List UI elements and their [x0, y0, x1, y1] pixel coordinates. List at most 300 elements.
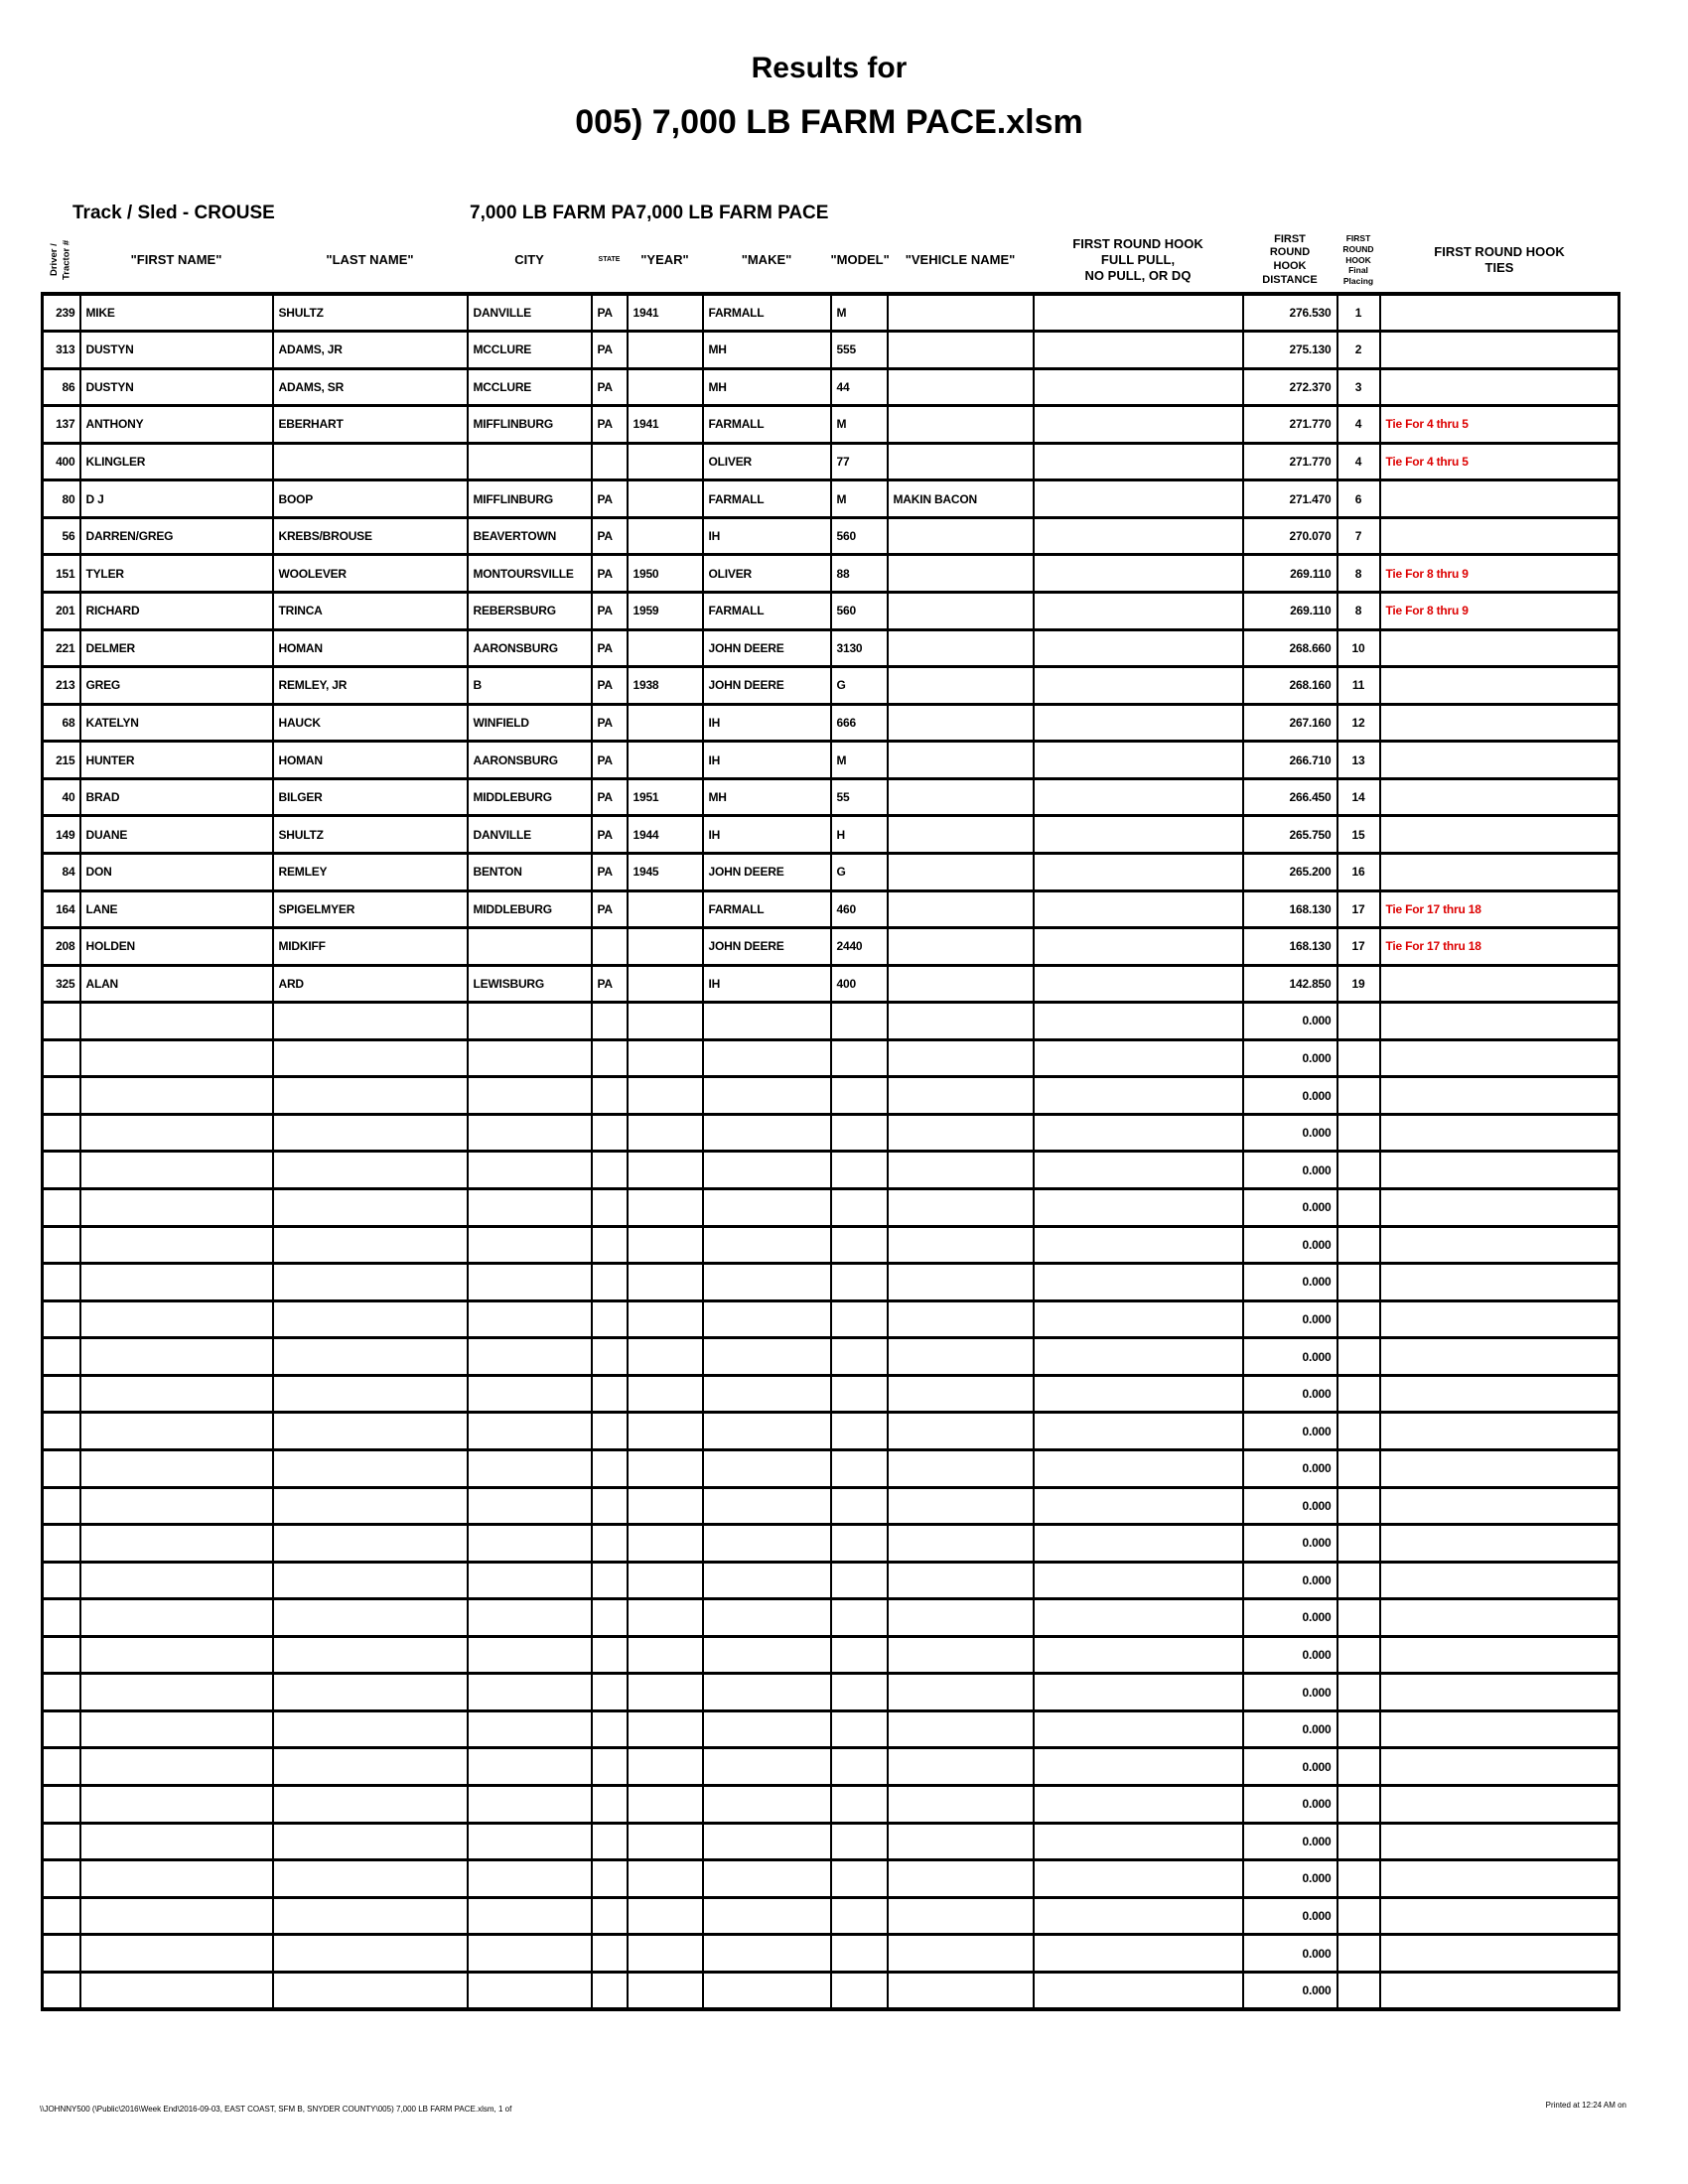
cell-distance: 0.000 — [1243, 1264, 1337, 1301]
cell-ties — [1380, 816, 1619, 854]
table-row — [43, 1039, 1619, 1077]
cell-ties — [1380, 1300, 1619, 1338]
cell-first-name — [80, 1264, 273, 1301]
cell-last-name — [273, 1039, 468, 1077]
cell-year — [628, 1972, 703, 2009]
cell-state — [592, 1972, 628, 2009]
cell-placing — [1337, 1525, 1380, 1563]
cell-placing: 1 — [1337, 294, 1380, 332]
cell-last-name — [273, 1823, 468, 1860]
cell-full-pull — [1034, 816, 1243, 854]
cell-city: MCCLURE — [468, 368, 592, 406]
cell-city — [468, 1860, 592, 1898]
cell-year: 1951 — [628, 778, 703, 816]
cell-driver-number — [43, 1413, 80, 1450]
cell-year — [628, 1226, 703, 1264]
cell-city: MIFFLINBURG — [468, 406, 592, 444]
cell-make: FARMALL — [703, 593, 831, 630]
cell-full-pull — [1034, 294, 1243, 332]
cell-model — [831, 1636, 888, 1674]
cell-year — [628, 1525, 703, 1563]
cell-city — [468, 443, 592, 480]
cell-last-name — [273, 1338, 468, 1376]
cell-make: JOHN DEERE — [703, 853, 831, 890]
cell-ties: Tie For 4 thru 5 — [1380, 443, 1619, 480]
cell-full-pull — [1034, 853, 1243, 890]
table-row — [43, 294, 1619, 332]
cell-city: LEWISBURG — [468, 965, 592, 1003]
cell-city: MCCLURE — [468, 332, 592, 369]
cell-year — [628, 1003, 703, 1040]
cell-vehicle-name — [888, 1226, 1034, 1264]
column-header-year: "YEAR" — [640, 251, 689, 267]
cell-model: 44 — [831, 368, 888, 406]
cell-state — [592, 1562, 628, 1599]
cell-make — [703, 1003, 831, 1040]
cell-driver-number: 56 — [43, 517, 80, 555]
cell-full-pull — [1034, 1226, 1243, 1264]
cell-first-name — [80, 1413, 273, 1450]
cell-vehicle-name — [888, 1449, 1034, 1487]
cell-full-pull — [1034, 368, 1243, 406]
cell-city — [468, 1449, 592, 1487]
cell-distance: 0.000 — [1243, 1487, 1337, 1525]
cell-make — [703, 1710, 831, 1748]
table-row — [43, 1636, 1619, 1674]
column-header-driver-tractor — [43, 228, 80, 294]
column-header-first-name: "FIRST NAME" — [130, 251, 222, 267]
cell-last-name — [273, 1710, 468, 1748]
cell-driver-number: 213 — [43, 667, 80, 705]
cell-distance: 272.370 — [1243, 368, 1337, 406]
cell-last-name — [273, 1226, 468, 1264]
cell-placing: 4 — [1337, 443, 1380, 480]
cell-year — [628, 1413, 703, 1450]
cell-city: MIDDLEBURG — [468, 890, 592, 928]
cell-first-name — [80, 1487, 273, 1525]
column-header-state: STATE — [598, 255, 621, 263]
cell-placing: 10 — [1337, 629, 1380, 667]
cell-ties — [1380, 1039, 1619, 1077]
cell-vehicle-name — [888, 517, 1034, 555]
cell-state: PA — [592, 593, 628, 630]
cell-first-name — [80, 1226, 273, 1264]
class-name-full: 7,000 LB FARM PACE — [635, 203, 829, 223]
cell-model: M — [831, 406, 888, 444]
cell-full-pull — [1034, 1039, 1243, 1077]
cell-year — [628, 890, 703, 928]
cell-city: B — [468, 667, 592, 705]
cell-driver-number: 201 — [43, 593, 80, 630]
cell-vehicle-name — [888, 778, 1034, 816]
cell-make — [703, 1226, 831, 1264]
cell-last-name — [273, 1786, 468, 1824]
cell-driver-number: 221 — [43, 629, 80, 667]
cell-placing: 3 — [1337, 368, 1380, 406]
cell-first-name — [80, 1300, 273, 1338]
cell-full-pull — [1034, 1525, 1243, 1563]
cell-state — [592, 1674, 628, 1711]
cell-distance: 271.770 — [1243, 406, 1337, 444]
cell-vehicle-name — [888, 629, 1034, 667]
cell-ties — [1380, 1786, 1619, 1824]
cell-vehicle-name — [888, 667, 1034, 705]
cell-model: M — [831, 480, 888, 518]
cell-first-name: DUSTYN — [80, 332, 273, 369]
cell-make — [703, 1152, 831, 1189]
cell-first-name — [80, 1189, 273, 1227]
cell-first-name: GREG — [80, 667, 273, 705]
cell-model — [831, 1487, 888, 1525]
cell-placing — [1337, 1413, 1380, 1450]
cell-full-pull — [1034, 1636, 1243, 1674]
cell-model: 88 — [831, 555, 888, 593]
cell-first-name — [80, 1449, 273, 1487]
cell-full-pull — [1034, 1487, 1243, 1525]
cell-last-name: REMLEY — [273, 853, 468, 890]
cell-model — [831, 1860, 888, 1898]
cell-city: MIFFLINBURG — [468, 480, 592, 518]
cell-ties — [1380, 1077, 1619, 1115]
cell-city — [468, 1189, 592, 1227]
cell-year — [628, 1338, 703, 1376]
cell-model — [831, 1114, 888, 1152]
cell-last-name: REMLEY, JR — [273, 667, 468, 705]
cell-make — [703, 1189, 831, 1227]
cell-last-name — [273, 1264, 468, 1301]
cell-year — [628, 480, 703, 518]
cell-year — [628, 629, 703, 667]
cell-vehicle-name — [888, 816, 1034, 854]
cell-city — [468, 1786, 592, 1824]
cell-placing — [1337, 1860, 1380, 1898]
cell-year — [628, 1748, 703, 1786]
cell-distance: 265.750 — [1243, 816, 1337, 854]
cell-state — [592, 1375, 628, 1413]
table-row — [43, 1897, 1619, 1935]
cell-model — [831, 1935, 888, 1973]
cell-placing: 16 — [1337, 853, 1380, 890]
cell-ties — [1380, 965, 1619, 1003]
cell-year — [628, 1786, 703, 1824]
cell-full-pull — [1034, 1935, 1243, 1973]
cell-city — [468, 1599, 592, 1637]
cell-distance: 0.000 — [1243, 1039, 1337, 1077]
cell-distance: 0.000 — [1243, 1935, 1337, 1973]
cell-make — [703, 1823, 831, 1860]
cell-model: 77 — [831, 443, 888, 480]
cell-vehicle-name — [888, 1077, 1034, 1115]
cell-state — [592, 1152, 628, 1189]
cell-ties — [1380, 1189, 1619, 1227]
cell-driver-number — [43, 1077, 80, 1115]
table-row — [43, 629, 1619, 667]
cell-ties — [1380, 294, 1619, 332]
cell-driver-number — [43, 1786, 80, 1824]
cell-driver-number: 215 — [43, 742, 80, 779]
cell-city: REBERSBURG — [468, 593, 592, 630]
cell-driver-number: 325 — [43, 965, 80, 1003]
cell-last-name — [273, 1189, 468, 1227]
cell-last-name: HOMAN — [273, 742, 468, 779]
cell-vehicle-name — [888, 1972, 1034, 2009]
table-row — [43, 928, 1619, 966]
cell-first-name — [80, 1114, 273, 1152]
cell-placing — [1337, 1375, 1380, 1413]
footer-file-path: \\JOHNNY500 (\Public\2016\Week End\2016-09-03, EAST COAST, SFM B, SNYDER COUNTY\005) 7,000 LB FARM PACE.xlsm, 1 of — [40, 2105, 512, 2114]
cell-make: JOHN DEERE — [703, 928, 831, 966]
class-name-truncated: 7,000 LB FARM PA — [470, 203, 636, 223]
cell-distance: 0.000 — [1243, 1674, 1337, 1711]
cell-last-name — [273, 1562, 468, 1599]
cell-full-pull — [1034, 965, 1243, 1003]
cell-distance: 0.000 — [1243, 1636, 1337, 1674]
cell-year — [628, 742, 703, 779]
cell-driver-number — [43, 1226, 80, 1264]
cell-vehicle-name — [888, 965, 1034, 1003]
cell-driver-number: 313 — [43, 332, 80, 369]
cell-distance: 0.000 — [1243, 1077, 1337, 1115]
cell-distance: 271.470 — [1243, 480, 1337, 518]
cell-full-pull — [1034, 1189, 1243, 1227]
cell-make: MH — [703, 368, 831, 406]
cell-city: MIDDLEBURG — [468, 778, 592, 816]
cell-last-name — [273, 1897, 468, 1935]
cell-make: IH — [703, 965, 831, 1003]
table-row — [43, 890, 1619, 928]
cell-first-name: MIKE — [80, 294, 273, 332]
cell-vehicle-name — [888, 1039, 1034, 1077]
cell-placing — [1337, 1226, 1380, 1264]
cell-placing: 19 — [1337, 965, 1380, 1003]
cell-city: WINFIELD — [468, 704, 592, 742]
cell-placing — [1337, 1599, 1380, 1637]
cell-full-pull — [1034, 890, 1243, 928]
table-row — [43, 1189, 1619, 1227]
cell-year — [628, 1039, 703, 1077]
cell-first-name — [80, 1152, 273, 1189]
cell-distance: 271.770 — [1243, 443, 1337, 480]
cell-distance: 0.000 — [1243, 1189, 1337, 1227]
cell-vehicle-name — [888, 1413, 1034, 1450]
cell-year — [628, 1710, 703, 1748]
cell-city: MONTOURSVILLE — [468, 555, 592, 593]
cell-vehicle-name — [888, 1487, 1034, 1525]
cell-make — [703, 1039, 831, 1077]
cell-year — [628, 517, 703, 555]
cell-model — [831, 1897, 888, 1935]
cell-distance: 0.000 — [1243, 1710, 1337, 1748]
cell-state — [592, 1823, 628, 1860]
cell-full-pull — [1034, 1710, 1243, 1748]
cell-last-name — [273, 1413, 468, 1450]
cell-make — [703, 1935, 831, 1973]
cell-full-pull — [1034, 1413, 1243, 1450]
cell-year: 1959 — [628, 593, 703, 630]
cell-year — [628, 1487, 703, 1525]
cell-last-name — [273, 1935, 468, 1973]
cell-distance: 266.450 — [1243, 778, 1337, 816]
cell-distance: 0.000 — [1243, 1114, 1337, 1152]
cell-distance: 168.130 — [1243, 890, 1337, 928]
cell-state — [592, 1636, 628, 1674]
cell-full-pull — [1034, 1786, 1243, 1824]
cell-full-pull — [1034, 928, 1243, 966]
cell-last-name: TRINCA — [273, 593, 468, 630]
cell-year — [628, 1264, 703, 1301]
cell-model — [831, 1189, 888, 1227]
class-name — [470, 203, 828, 224]
cell-make: OLIVER — [703, 443, 831, 480]
cell-state — [592, 1077, 628, 1115]
cell-placing: 2 — [1337, 332, 1380, 369]
cell-city — [468, 1375, 592, 1413]
cell-state — [592, 1710, 628, 1748]
cell-last-name: SHULTZ — [273, 294, 468, 332]
cell-ties — [1380, 1710, 1619, 1748]
cell-ties: Tie For 17 thru 18 — [1380, 928, 1619, 966]
cell-distance: 0.000 — [1243, 1823, 1337, 1860]
cell-ties — [1380, 704, 1619, 742]
cell-first-name: ALAN — [80, 965, 273, 1003]
cell-first-name — [80, 1897, 273, 1935]
cell-model: G — [831, 667, 888, 705]
cell-ties — [1380, 517, 1619, 555]
cell-vehicle-name — [888, 1823, 1034, 1860]
cell-driver-number — [43, 1823, 80, 1860]
table-row — [43, 1786, 1619, 1824]
table-row — [43, 1152, 1619, 1189]
cell-year: 1941 — [628, 406, 703, 444]
cell-full-pull — [1034, 1748, 1243, 1786]
cell-make: IH — [703, 742, 831, 779]
cell-state: PA — [592, 742, 628, 779]
cell-distance: 270.070 — [1243, 517, 1337, 555]
table-row — [43, 1748, 1619, 1786]
cell-city: BENTON — [468, 853, 592, 890]
cell-state: PA — [592, 517, 628, 555]
cell-full-pull — [1034, 332, 1243, 369]
cell-year: 1941 — [628, 294, 703, 332]
cell-model — [831, 1003, 888, 1040]
cell-placing: 8 — [1337, 593, 1380, 630]
cell-vehicle-name — [888, 1599, 1034, 1637]
cell-driver-number — [43, 1152, 80, 1189]
cell-ties — [1380, 1823, 1619, 1860]
cell-ties — [1380, 1897, 1619, 1935]
table-row — [43, 1710, 1619, 1748]
cell-distance: 0.000 — [1243, 1152, 1337, 1189]
cell-distance: 267.160 — [1243, 704, 1337, 742]
cell-last-name — [273, 1077, 468, 1115]
cell-driver-number: 80 — [43, 480, 80, 518]
cell-state — [592, 1449, 628, 1487]
cell-make — [703, 1300, 831, 1338]
table-row — [43, 1300, 1619, 1338]
results-tbody — [43, 294, 1619, 2009]
cell-last-name — [273, 1003, 468, 1040]
cell-state — [592, 1897, 628, 1935]
column-header-vehicle-name: "VEHICLE NAME" — [905, 251, 1016, 267]
cell-last-name: HOMAN — [273, 629, 468, 667]
column-header-full-pull: FIRST ROUND HOOK FULL PULL, NO PULL, OR DQ — [1072, 235, 1203, 284]
cell-full-pull — [1034, 778, 1243, 816]
cell-city: DANVILLE — [468, 294, 592, 332]
cell-driver-number — [43, 1674, 80, 1711]
cell-full-pull — [1034, 1860, 1243, 1898]
cell-last-name — [273, 1636, 468, 1674]
cell-model: 560 — [831, 517, 888, 555]
cell-vehicle-name — [888, 294, 1034, 332]
cell-make — [703, 1413, 831, 1450]
cell-vehicle-name — [888, 1264, 1034, 1301]
cell-vehicle-name — [888, 593, 1034, 630]
cell-model — [831, 1823, 888, 1860]
cell-city — [468, 1823, 592, 1860]
cell-city — [468, 1897, 592, 1935]
cell-year — [628, 1599, 703, 1637]
cell-ties — [1380, 667, 1619, 705]
cell-city — [468, 1972, 592, 2009]
cell-distance: 0.000 — [1243, 1972, 1337, 2009]
cell-ties — [1380, 1264, 1619, 1301]
cell-full-pull — [1034, 1375, 1243, 1413]
table-row — [43, 1264, 1619, 1301]
cell-vehicle-name — [888, 1152, 1034, 1189]
cell-ties: Tie For 8 thru 9 — [1380, 555, 1619, 593]
cell-placing — [1337, 1152, 1380, 1189]
column-header-distance: FIRST ROUND HOOK DISTANCE — [1262, 232, 1318, 286]
cell-ties: Tie For 4 thru 5 — [1380, 406, 1619, 444]
cell-first-name: RICHARD — [80, 593, 273, 630]
cell-model — [831, 1786, 888, 1824]
cell-placing — [1337, 1264, 1380, 1301]
cell-first-name — [80, 1972, 273, 2009]
cell-driver-number: 400 — [43, 443, 80, 480]
cell-ties — [1380, 1599, 1619, 1637]
cell-distance: 0.000 — [1243, 1599, 1337, 1637]
cell-distance: 0.000 — [1243, 1748, 1337, 1786]
cell-ties — [1380, 1860, 1619, 1898]
cell-full-pull — [1034, 406, 1243, 444]
table-row — [43, 1860, 1619, 1898]
cell-first-name — [80, 1710, 273, 1748]
cell-state: PA — [592, 294, 628, 332]
cell-model — [831, 1525, 888, 1563]
cell-driver-number — [43, 1562, 80, 1599]
cell-distance: 276.530 — [1243, 294, 1337, 332]
cell-driver-number: 84 — [43, 853, 80, 890]
column-header-city: CITY — [514, 251, 544, 267]
cell-placing — [1337, 1636, 1380, 1674]
cell-year — [628, 1935, 703, 1973]
cell-driver-number: 40 — [43, 778, 80, 816]
cell-make — [703, 1674, 831, 1711]
cell-ties: Tie For 8 thru 9 — [1380, 593, 1619, 630]
cell-placing — [1337, 1003, 1380, 1040]
cell-last-name — [273, 1449, 468, 1487]
cell-driver-number — [43, 1114, 80, 1152]
cell-distance: 0.000 — [1243, 1860, 1337, 1898]
cell-ties — [1380, 1338, 1619, 1376]
table-row — [43, 593, 1619, 630]
cell-make: MH — [703, 332, 831, 369]
cell-distance: 0.000 — [1243, 1449, 1337, 1487]
cell-vehicle-name — [888, 368, 1034, 406]
cell-vehicle-name — [888, 1935, 1034, 1973]
cell-driver-number — [43, 1039, 80, 1077]
cell-city — [468, 1562, 592, 1599]
